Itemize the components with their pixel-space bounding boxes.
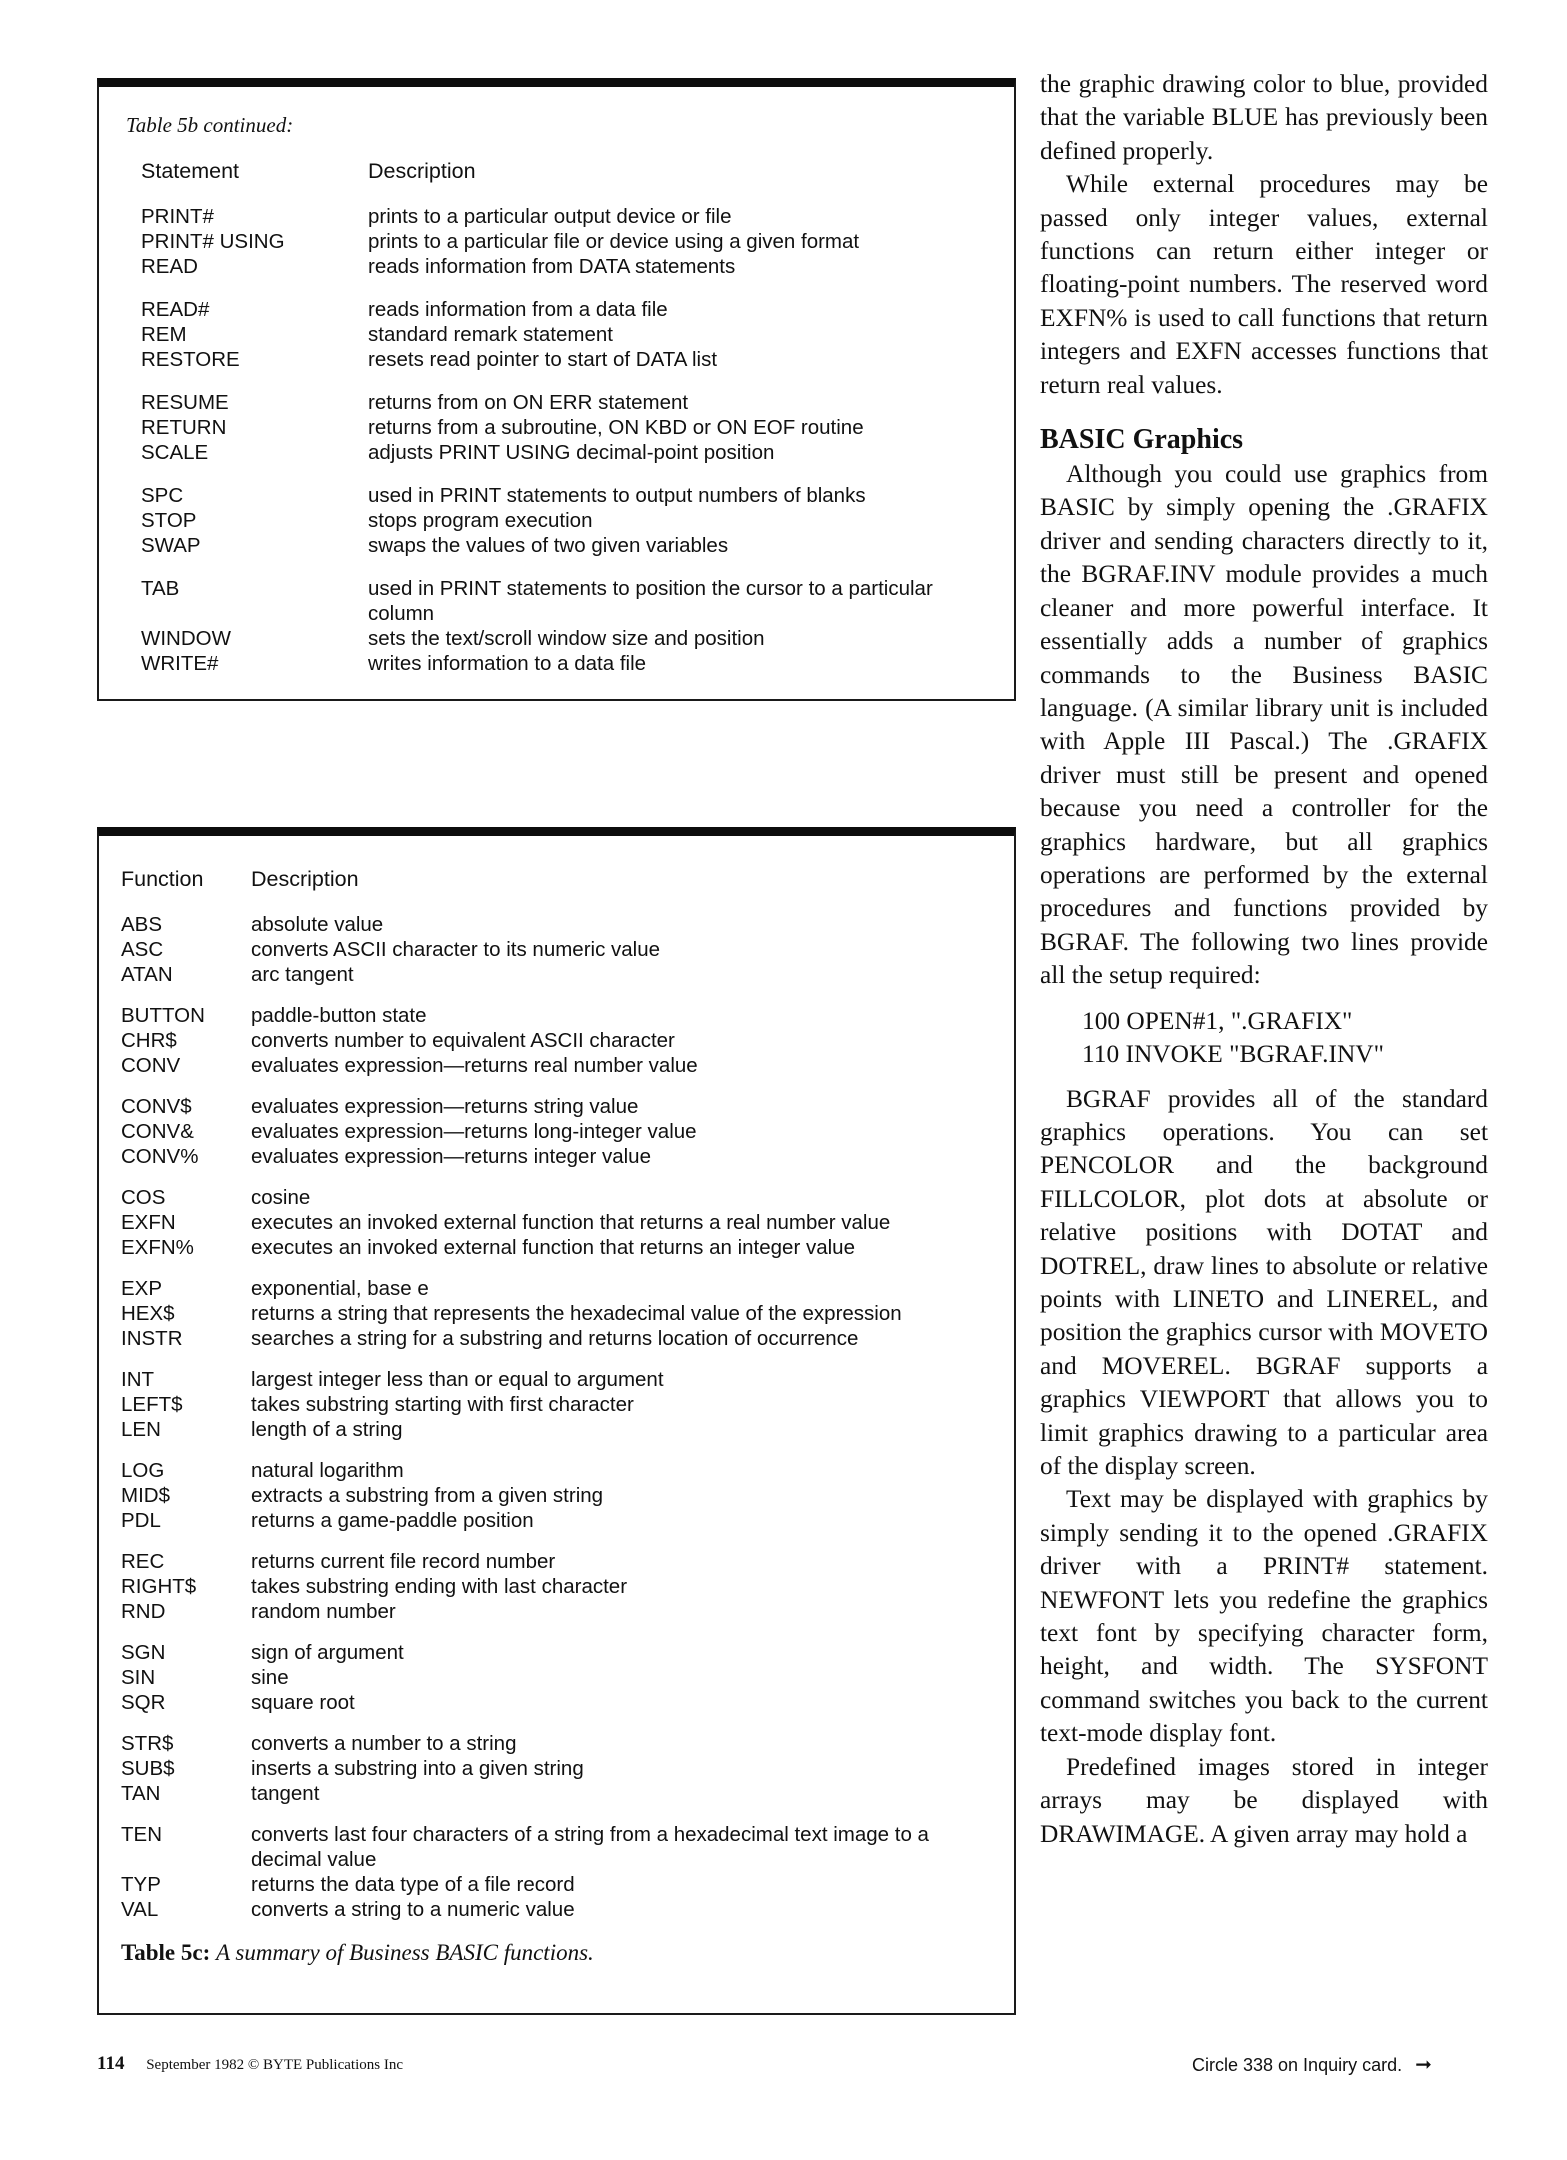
keyword-cell: SQR: [121, 1691, 166, 1714]
table-row: [141, 483, 981, 508]
table-row: [121, 1210, 991, 1235]
keyword-cell: REM: [141, 323, 187, 346]
table-row: [121, 1417, 991, 1442]
table-row-group: [121, 1094, 991, 1169]
article-paragraph: the graphic drawing color to blue, provided that the variable BLUE has previously been defined properly.: [1040, 70, 1488, 165]
description-cell: returns current file record number: [251, 1550, 556, 1573]
header-description: Description: [368, 159, 476, 183]
keyword-cell: RESTORE: [141, 348, 240, 371]
keyword-cell: SWAP: [141, 534, 201, 557]
caption-text: A summary of Business BASIC functions.: [216, 1940, 594, 1965]
description-cell: reads information from a data file: [368, 298, 668, 321]
table-row: [141, 204, 981, 229]
description-cell: evaluates expression—returns integer value: [251, 1145, 651, 1168]
keyword-cell: READ: [141, 255, 198, 278]
description-cell: length of a string: [251, 1418, 403, 1441]
keyword-cell: TAB: [141, 577, 180, 600]
table-row: [121, 937, 991, 962]
issue-credit: September 1982 © BYTE Publications Inc: [146, 2057, 403, 2073]
keyword-cell: COS: [121, 1186, 166, 1209]
description-cell: paddle-button state: [251, 1004, 427, 1027]
table-row: [121, 1822, 991, 1872]
section-heading: BASIC Graphics: [1040, 424, 1244, 456]
keyword-cell: CONV&: [121, 1120, 194, 1143]
table-row: [121, 1665, 991, 1690]
description-cell: swaps the values of two given variables: [368, 534, 729, 557]
keyword-cell: RETURN: [141, 416, 227, 439]
table-row: [141, 390, 981, 415]
description-cell: returns from on ON ERR statement: [368, 391, 689, 414]
table-row: [121, 1690, 991, 1715]
article-paragraph: Although you could use graphics from BASIC by simply opening the .GRAFIX driver and sending characters directly to it, the BGRAF.INV module provides a much cleaner and more powerful interface. It essentially adds a number of graphics commands to the Business BASIC language. (A similar library unit is included with Apple III Pascal.) The .GRAFIX driver must still be present and opened because you need a controller for the graphics hardware, but all graphics operations are performed by the external procedures and functions provided by BGRAF. The following two lines provide all the setup required:: [1040, 460, 1488, 990]
table-row-group: [121, 912, 991, 987]
keyword-cell: STR$: [121, 1732, 174, 1755]
table-5c-body: [121, 912, 991, 1922]
keyword-cell: ATAN: [121, 963, 173, 986]
keyword-cell: TEN: [121, 1823, 162, 1846]
table-row: [141, 229, 981, 254]
page-number: 114: [97, 2053, 125, 2074]
description-cell: sine: [251, 1666, 289, 1689]
description-cell: exponential, base e: [251, 1277, 429, 1300]
table-row: [141, 508, 981, 533]
table-row: [121, 1326, 991, 1351]
table-5b-box: [97, 78, 1016, 701]
keyword-cell: MID$: [121, 1484, 170, 1507]
description-cell: returns the data type of a file record: [251, 1873, 575, 1896]
table-row-group: [121, 1549, 991, 1624]
table-row: [121, 1003, 991, 1028]
description-cell: converts a number to a string: [251, 1732, 517, 1755]
description-cell: takes substring ending with last character: [251, 1575, 628, 1598]
keyword-cell: INT: [121, 1368, 155, 1391]
table-row: [121, 1756, 991, 1781]
description-cell: natural logarithm: [251, 1459, 404, 1482]
code-line: 110 INVOKE "BGRAF.INV": [1082, 1039, 1384, 1068]
table-row: [121, 1053, 991, 1078]
keyword-cell: LOG: [121, 1459, 165, 1482]
description-cell: prints to a particular file or device using a given format: [368, 230, 860, 253]
description-cell: inserts a substring into a given string: [251, 1757, 584, 1780]
keyword-cell: STOP: [141, 509, 197, 532]
table-row: [121, 1119, 991, 1144]
table-row-group: [121, 1458, 991, 1533]
table-row-group: [141, 204, 981, 279]
keyword-cell: CHR$: [121, 1029, 177, 1052]
table-row: [121, 1781, 991, 1806]
inquiry-note: [1192, 2052, 1432, 2077]
keyword-cell: ABS: [121, 913, 163, 936]
article-paragraph: Predefined images stored in integer arrays may be displayed with DRAWIMAGE. A given array may hold a: [1040, 1752, 1488, 1848]
table-row: [141, 576, 981, 626]
keyword-cell: LEFT$: [121, 1393, 183, 1416]
description-cell: takes substring starting with first character: [251, 1393, 634, 1416]
keyword-cell: HEX$: [121, 1302, 175, 1325]
keyword-cell: ASC: [121, 938, 164, 961]
article-paragraph: BGRAF provides all of the standard graphics operations. You can set PENCOLOR and the background FILLCOLOR, plot dots at absolute or relative positions with DOTAT and DOTREL, draw lines to absolute or relative points with LINETO and LINEREL, and position the graphics cursor with MOVETO and MOVEREL. BGRAF supports a graphics VIEWPORT that allows you to limit graphics drawing to a particular area of the display screen.: [1040, 1084, 1488, 1481]
keyword-cell: INSTR: [121, 1327, 183, 1350]
keyword-cell: READ#: [141, 298, 210, 321]
table-row: [141, 415, 981, 440]
table-row: [121, 1574, 991, 1599]
header-statement: Statement: [141, 159, 239, 183]
table-row-group: [121, 1640, 991, 1715]
code-line: 100 OPEN#1, ".GRAFIX": [1082, 1006, 1353, 1035]
table-row-group: [121, 1822, 991, 1922]
keyword-cell: SUB$: [121, 1757, 175, 1780]
description-cell: converts ASCII character to its numeric value: [251, 938, 661, 961]
table-header: [141, 159, 981, 184]
description-cell: sets the text/scroll window size and position: [368, 627, 765, 650]
description-cell: prints to a particular output device or file: [368, 205, 732, 228]
table-row-group: [141, 390, 981, 465]
article-column: [1040, 68, 1488, 1851]
description-cell: searches a string for a substring and returns location of occurrence: [251, 1327, 859, 1350]
table-5b-body: [141, 204, 981, 676]
description-cell: converts last four characters of a string from a hexadecimal text image to a decimal value: [251, 1823, 929, 1871]
header-function: Function: [121, 867, 204, 891]
table-row: [121, 962, 991, 987]
keyword-cell: VAL: [121, 1898, 159, 1921]
description-cell: adjusts PRINT USING decimal-point position: [368, 441, 775, 464]
table-row-group: [141, 576, 981, 676]
table-row: [121, 1392, 991, 1417]
table-5b-continued-caption: Table 5b continued:: [126, 113, 294, 137]
table-row: [141, 533, 981, 558]
table-row-group: [141, 297, 981, 372]
description-cell: arc tangent: [251, 963, 354, 986]
table-row: [121, 1094, 991, 1119]
description-cell: executes an invoked external function that returns an integer value: [251, 1236, 855, 1259]
table-row: [121, 1301, 991, 1326]
table-row: [141, 297, 981, 322]
arrow-right-icon: ➞: [1415, 2054, 1432, 2076]
description-cell: absolute value: [251, 913, 384, 936]
description-cell: evaluates expression—returns long-integer value: [251, 1120, 697, 1143]
description-cell: resets read pointer to start of DATA list: [368, 348, 718, 371]
description-cell: sign of argument: [251, 1641, 404, 1664]
description-cell: extracts a substring from a given string: [251, 1484, 604, 1507]
description-cell: converts number to equivalent ASCII character: [251, 1029, 675, 1052]
table-row: [121, 1599, 991, 1624]
keyword-cell: CONV: [121, 1054, 181, 1077]
keyword-cell: PDL: [121, 1509, 161, 1532]
header-description: Description: [251, 867, 359, 891]
description-cell: largest integer less than or equal to argument: [251, 1368, 664, 1391]
description-cell: writes information to a data file: [368, 652, 647, 675]
description-cell: converts a string to a numeric value: [251, 1898, 575, 1921]
table-row: [121, 1367, 991, 1392]
description-cell: used in PRINT statements to position the cursor to a particular column: [368, 577, 933, 625]
description-cell: cosine: [251, 1186, 311, 1209]
table-5b: [141, 159, 981, 694]
table-row: [121, 1508, 991, 1533]
table-row: [121, 1872, 991, 1897]
description-cell: square root: [251, 1691, 355, 1714]
table-row-group: [121, 1367, 991, 1442]
keyword-cell: SIN: [121, 1666, 156, 1689]
table-row: [141, 322, 981, 347]
keyword-cell: BUTTON: [121, 1004, 205, 1027]
table-row: [121, 1144, 991, 1169]
keyword-cell: WINDOW: [141, 627, 231, 650]
table-5c-caption: [121, 1940, 594, 1966]
table-row: [121, 1028, 991, 1053]
keyword-cell: WRITE#: [141, 652, 219, 675]
table-5c: [121, 867, 991, 1938]
table-row: [121, 1640, 991, 1665]
article-paragraph: Text may be displayed with graphics by simply sending it to the opened .GRAFIX driver with a PRINT# statement. NEWFONT lets you redefine the graphics text font by specifying character form, height, and width. The SYSFONT command switches you back to the current text-mode display font.: [1040, 1485, 1488, 1748]
keyword-cell: CONV%: [121, 1145, 199, 1168]
table-row: [121, 1549, 991, 1574]
description-cell: reads information from DATA statements: [368, 255, 736, 278]
keyword-cell: PRINT# USING: [141, 230, 285, 253]
keyword-cell: EXFN: [121, 1211, 176, 1234]
description-cell: used in PRINT statements to output numbers of blanks: [368, 484, 866, 507]
description-cell: returns from a subroutine, ON KBD or ON EOF routine: [368, 416, 864, 439]
caption-label: Table 5c:: [121, 1940, 211, 1965]
code-listing: [1082, 1005, 1488, 1071]
table-row-group: [121, 1185, 991, 1260]
keyword-cell: RESUME: [141, 391, 229, 414]
table-row-group: [121, 1731, 991, 1806]
table-row: [141, 254, 981, 279]
keyword-cell: CONV$: [121, 1095, 192, 1118]
description-cell: random number: [251, 1600, 396, 1623]
description-cell: evaluates expression—returns string value: [251, 1095, 639, 1118]
table-row: [141, 626, 981, 651]
table-row: [121, 1276, 991, 1301]
description-cell: stops program execution: [368, 509, 593, 532]
keyword-cell: EXP: [121, 1277, 163, 1300]
table-row-group: [121, 1276, 991, 1351]
table-header: [121, 867, 991, 892]
keyword-cell: TYP: [121, 1873, 161, 1896]
keyword-cell: REC: [121, 1550, 165, 1573]
table-row-group: [141, 483, 981, 558]
table-row-group: [121, 1003, 991, 1078]
keyword-cell: LEN: [121, 1418, 161, 1441]
article-paragraph: While external procedures may be passed only integer values, external functions can return either integer or floating-point numbers. The reserved word EXFN% is used to call functions that return integers and EXFN accesses functions that return real values.: [1040, 170, 1488, 399]
keyword-cell: SCALE: [141, 441, 209, 464]
description-cell: evaluates expression—returns real number value: [251, 1054, 698, 1077]
description-cell: tangent: [251, 1782, 320, 1805]
description-cell: returns a string that represents the hexadecimal value of the expression: [251, 1302, 902, 1325]
table-row: [141, 440, 981, 465]
keyword-cell: RIGHT$: [121, 1575, 197, 1598]
table-row: [121, 1185, 991, 1210]
keyword-cell: PRINT#: [141, 205, 214, 228]
table-row: [121, 1483, 991, 1508]
description-cell: returns a game-paddle position: [251, 1509, 534, 1532]
table-row: [121, 912, 991, 937]
table-row: [121, 1897, 991, 1922]
keyword-cell: TAN: [121, 1782, 161, 1805]
keyword-cell: EXFN%: [121, 1236, 194, 1259]
table-5c-box: [97, 827, 1016, 2015]
table-row: [121, 1235, 991, 1260]
table-row: [121, 1458, 991, 1483]
description-cell: standard remark statement: [368, 323, 613, 346]
keyword-cell: RND: [121, 1600, 166, 1623]
keyword-cell: SGN: [121, 1641, 166, 1664]
table-row: [141, 651, 981, 676]
inquiry-text: Circle 338 on Inquiry card.: [1192, 2055, 1403, 2075]
page-footer: [97, 2053, 403, 2075]
description-cell: executes an invoked external function that returns a real number value: [251, 1211, 891, 1234]
table-row: [121, 1731, 991, 1756]
keyword-cell: SPC: [141, 484, 184, 507]
table-row: [141, 347, 981, 372]
